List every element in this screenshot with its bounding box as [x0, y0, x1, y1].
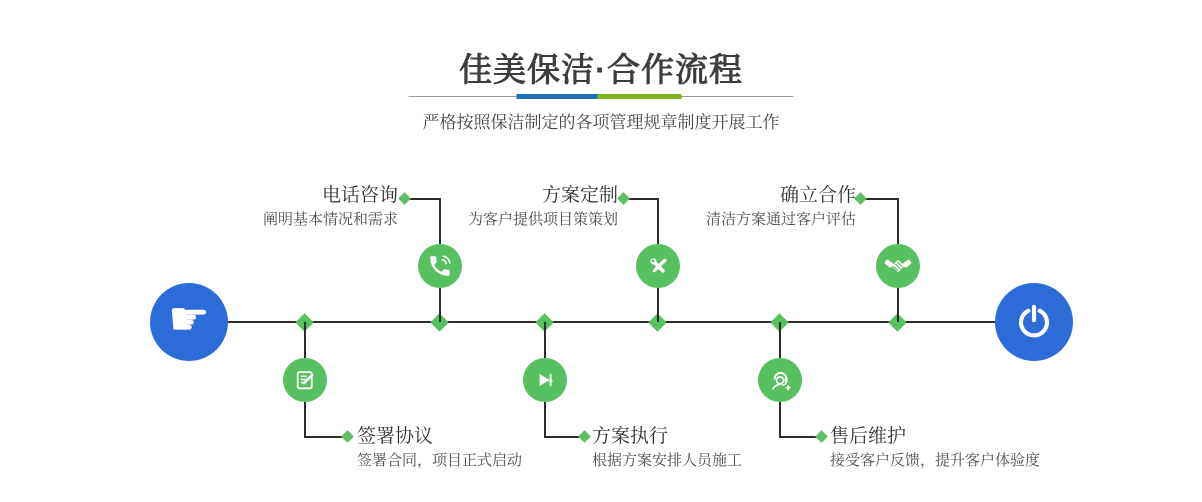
page-title: 佳美保洁·合作流程 — [459, 51, 743, 88]
connector-line — [304, 322, 306, 358]
connector-line — [864, 198, 899, 200]
step-description: 接受客户反馈，提升客户体验度 — [830, 452, 1041, 469]
connector-line — [897, 288, 899, 322]
handshake-icon — [884, 252, 912, 280]
connector-line — [779, 322, 781, 358]
pointing-hand-icon: ☛ — [167, 291, 211, 347]
step-label-aftersale — [830, 425, 1110, 471]
step-title: 售后维护 — [830, 426, 907, 447]
connector-line — [779, 402, 781, 437]
step-label-phone — [178, 184, 398, 230]
step-description: 签署合同，项目正式启动 — [357, 452, 523, 469]
connector-line — [544, 322, 546, 358]
step-description: 根据方案安排人员施工 — [592, 452, 743, 469]
connector-line — [779, 436, 819, 438]
connector-line — [657, 288, 659, 322]
step-circle-aftersale — [758, 358, 802, 402]
timeline-line — [226, 321, 997, 323]
step-circle-design — [636, 244, 680, 288]
step-circle-execute — [523, 358, 567, 402]
contract-icon — [293, 368, 318, 393]
connector-line — [897, 199, 899, 244]
connector-line — [544, 436, 582, 438]
step-label-cooperation — [636, 184, 856, 230]
headset-icon — [767, 367, 794, 394]
label-diamond — [341, 430, 354, 443]
power-icon — [1015, 303, 1053, 341]
connector-line — [439, 288, 441, 322]
design-icon — [645, 253, 672, 280]
step-description: 清洁方案通过客户评估 — [705, 211, 856, 228]
step-circle-phone — [418, 244, 462, 288]
phone-icon — [427, 253, 453, 279]
timeline-end-node — [995, 283, 1073, 361]
label-diamond — [617, 192, 630, 205]
connector-line — [304, 436, 345, 438]
step-circle-contract — [283, 358, 327, 402]
step-title: 电话咨询 — [321, 185, 398, 206]
step-title: 方案执行 — [592, 426, 669, 447]
label-diamond — [854, 192, 867, 205]
step-title: 签署协议 — [357, 426, 434, 447]
step-title: 方案定制 — [541, 185, 618, 206]
connector-line — [304, 402, 306, 437]
play-icon — [532, 367, 558, 393]
step-label-design — [398, 184, 618, 230]
page-subtitle: 严格按照保洁制定的各项管理规章制度开展工作 — [422, 113, 780, 132]
connector-line — [544, 402, 546, 437]
step-description: 为客户提供项目策策划 — [467, 211, 618, 228]
step-description: 阐明基本情况和需求 — [262, 211, 398, 228]
step-title: 确立合作 — [779, 185, 856, 206]
timeline-start-node — [150, 283, 228, 361]
step-circle-cooperation — [876, 244, 920, 288]
